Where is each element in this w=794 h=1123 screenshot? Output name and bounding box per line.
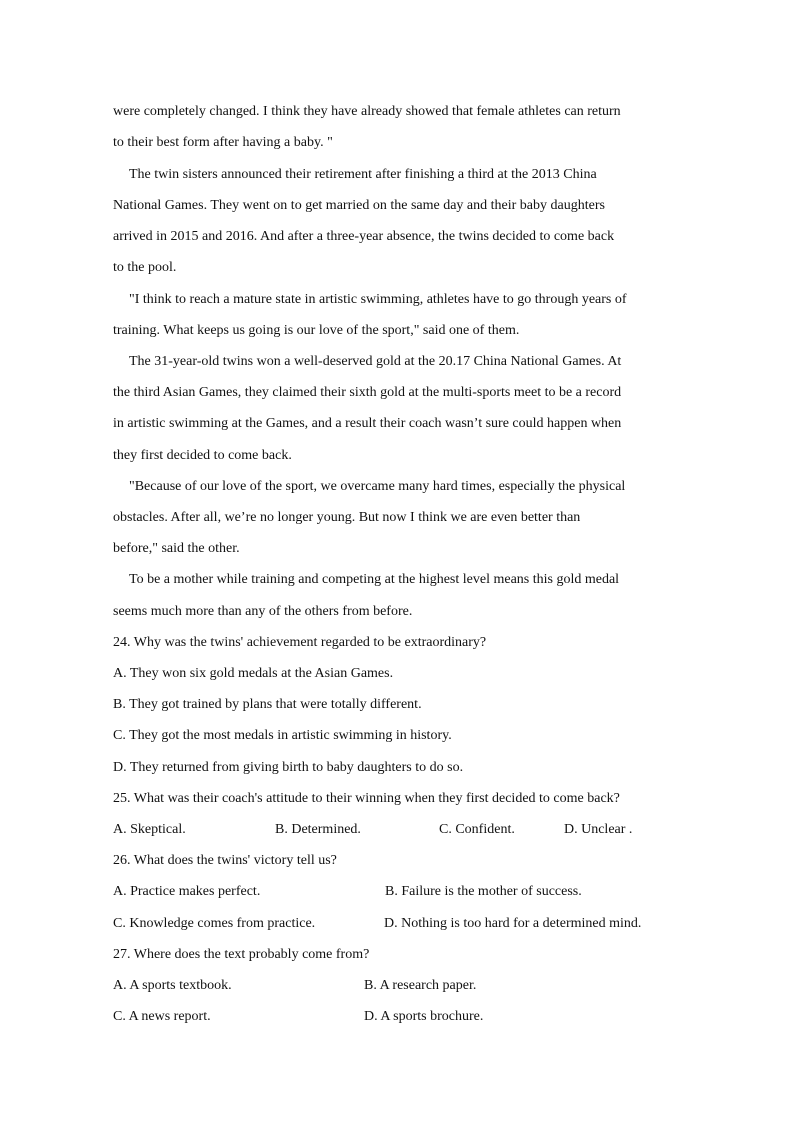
passage-line: obstacles. After all, we’re no longer young. But now I think we are even better than (113, 510, 581, 525)
question-stem: 25. What was their coach's attitude to their winning when they first decided to come back? (113, 791, 620, 806)
passage-line: training. What keeps us going is our love of the sport," said one of them. (113, 323, 520, 338)
passage-line: To be a mother while training and competing at the highest level means this gold medal (129, 572, 620, 587)
passage-line: to the pool. (113, 260, 177, 275)
option-b: B. They got trained by plans that were totally different. (113, 697, 422, 712)
option-d: D. A sports brochure. (364, 1009, 484, 1024)
passage-line: to their best form after having a baby. " (113, 135, 333, 150)
passage-line: arrived in 2015 and 2016. And after a three-year absence, the twins decided to come back (113, 229, 615, 244)
option-c: C. Confident. (439, 822, 515, 837)
option-a: A. Practice makes perfect. (113, 884, 261, 899)
passage-line: "Because of our love of the sport, we overcame many hard times, especially the physical (129, 479, 626, 494)
passage-line: seems much more than any of the others from before. (113, 604, 413, 619)
option-b: B. A research paper. (364, 978, 477, 993)
option-d: D. They returned from giving birth to baby daughters to do so. (113, 760, 464, 775)
option-a: A. They won six gold medals at the Asian Games. (113, 666, 394, 681)
option-b: B. Determined. (275, 822, 361, 837)
question-stem: 24. Why was the twins' achievement regarded to be extraordinary? (113, 635, 487, 650)
option-a: A. A sports textbook. (113, 978, 232, 993)
option-b: B. Failure is the mother of success. (385, 884, 582, 899)
question-stem: 27. Where does the text probably come from? (113, 947, 370, 962)
passage-line: "I think to reach a mature state in artistic swimming, athletes have to go through years of (129, 292, 627, 307)
passage-line: in artistic swimming at the Games, and a result their coach wasn’t sure could happen when (113, 416, 622, 431)
passage-line: The twin sisters announced their retirement after finishing a third at the 2013 China (129, 167, 597, 182)
option-c: C. A news report. (113, 1009, 211, 1024)
option-c: C. They got the most medals in artistic swimming in history. (113, 728, 452, 743)
passage-line: they first decided to come back. (113, 448, 292, 463)
option-d: D. Unclear . (564, 822, 633, 837)
option-d: D. Nothing is too hard for a determined mind. (384, 916, 642, 931)
passage-line: The 31-year-old twins won a well-deserved gold at the 20.17 China National Games. At (129, 354, 622, 369)
passage-line: before," said the other. (113, 541, 240, 556)
passage-line: the third Asian Games, they claimed their sixth gold at the multi-sports meet to be a record (113, 385, 622, 400)
passage-line: National Games. They went on to get married on the same day and their baby daughters (113, 198, 605, 213)
passage-line: were completely changed. I think they have already showed that female athletes can return (113, 104, 621, 119)
question-stem: 26. What does the twins' victory tell us? (113, 853, 337, 868)
option-a: A. Skeptical. (113, 822, 186, 837)
option-c: C. Knowledge comes from practice. (113, 916, 316, 931)
